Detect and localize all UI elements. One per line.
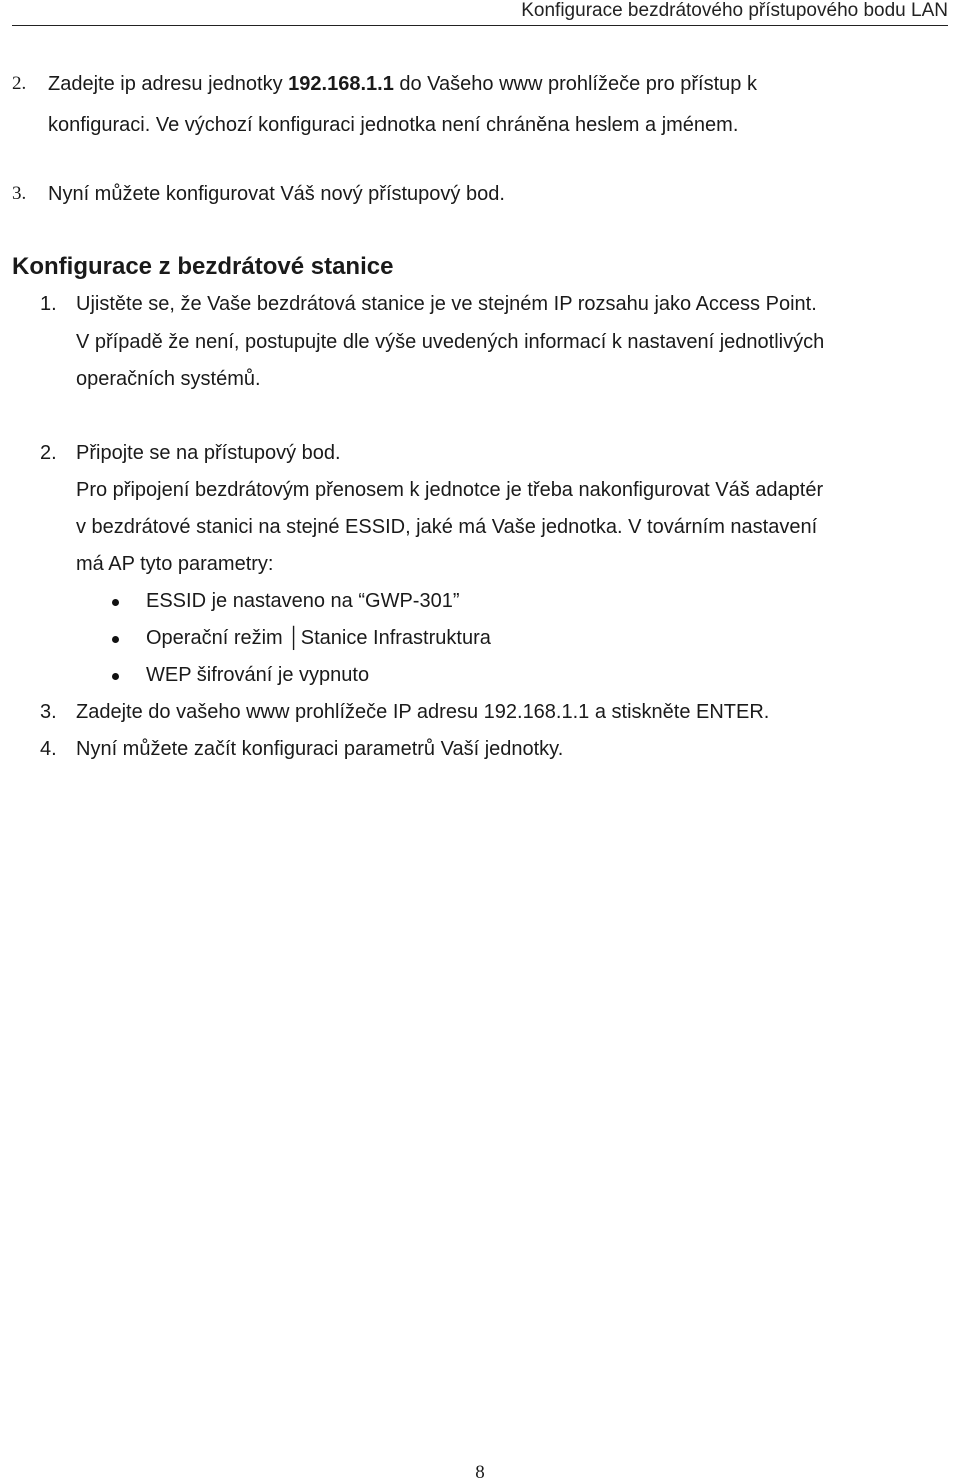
header-rule — [12, 25, 948, 26]
step-4-text: Nyní můžete začít konfiguraci parametrů Vaší jednotky. — [76, 738, 564, 760]
page-number: 8 — [475, 1462, 485, 1483]
step-4-number: 4. — [40, 738, 57, 760]
intro-item-2-text-b: do Vašeho www prohlížeče pro přístup k — [393, 73, 757, 95]
bullet-icon — [112, 636, 119, 643]
intro-item-2-text-a: Zadejte ip adresu jednotky — [48, 73, 289, 95]
parameter-item: Operační režim │Stanice Infrastruktura — [146, 627, 491, 649]
step-2-line: má AP tyto parametry: — [76, 553, 274, 575]
intro-item-3-text: Nyní můžete konfigurovat Váš nový přístupový bod. — [48, 183, 505, 205]
parameter-item: ESSID je nastaveno na “GWP-301” — [146, 590, 460, 612]
step-2-line: v bezdrátové stanici na stejné ESSID, jaké má Vaše jednotka. V továrním nastavení — [76, 516, 818, 538]
step-3-text: Zadejte do vašeho www prohlížeče IP adresu 192.168.1.1 a stiskněte ENTER. — [76, 701, 770, 723]
step-2-number: 2. — [40, 442, 57, 464]
bullet-icon — [112, 673, 119, 680]
step-1-line: Ujistěte se, že Vaše bezdrátová stanice je ve stejném IP rozsahu jako Access Point. — [76, 293, 817, 315]
step-2-line: Pro připojení bezdrátovým přenosem k jednotce je třeba nakonfigurovat Váš adaptér — [76, 479, 824, 501]
header-title: Konfigurace bezdrátového přístupového bodu LAN — [521, 0, 948, 21]
bullet-icon — [112, 599, 119, 606]
intro-item-2-line1 — [48, 73, 757, 95]
step-3-number: 3. — [40, 701, 57, 723]
step-1-line: operačních systémů. — [76, 368, 261, 390]
step-1-number: 1. — [40, 293, 57, 315]
intro-item-2-ip: 192.168.1.1 — [288, 73, 394, 95]
section-heading: Konfigurace z bezdrátové stanice — [12, 253, 394, 280]
intro-item-3-number: 3. — [12, 183, 27, 204]
step-1-line: V případě že není, postupujte dle výše uvedených informací k nastavení jednotlivých — [76, 331, 825, 353]
intro-item-2-line2: konfiguraci. Ve výchozí konfiguraci jednotka není chráněna heslem a jménem. — [48, 114, 739, 136]
intro-item-2-number: 2. — [12, 73, 27, 94]
parameter-item: WEP šifrování je vypnuto — [146, 664, 370, 686]
step-2-title: Připojte se na přístupový bod. — [76, 442, 341, 464]
